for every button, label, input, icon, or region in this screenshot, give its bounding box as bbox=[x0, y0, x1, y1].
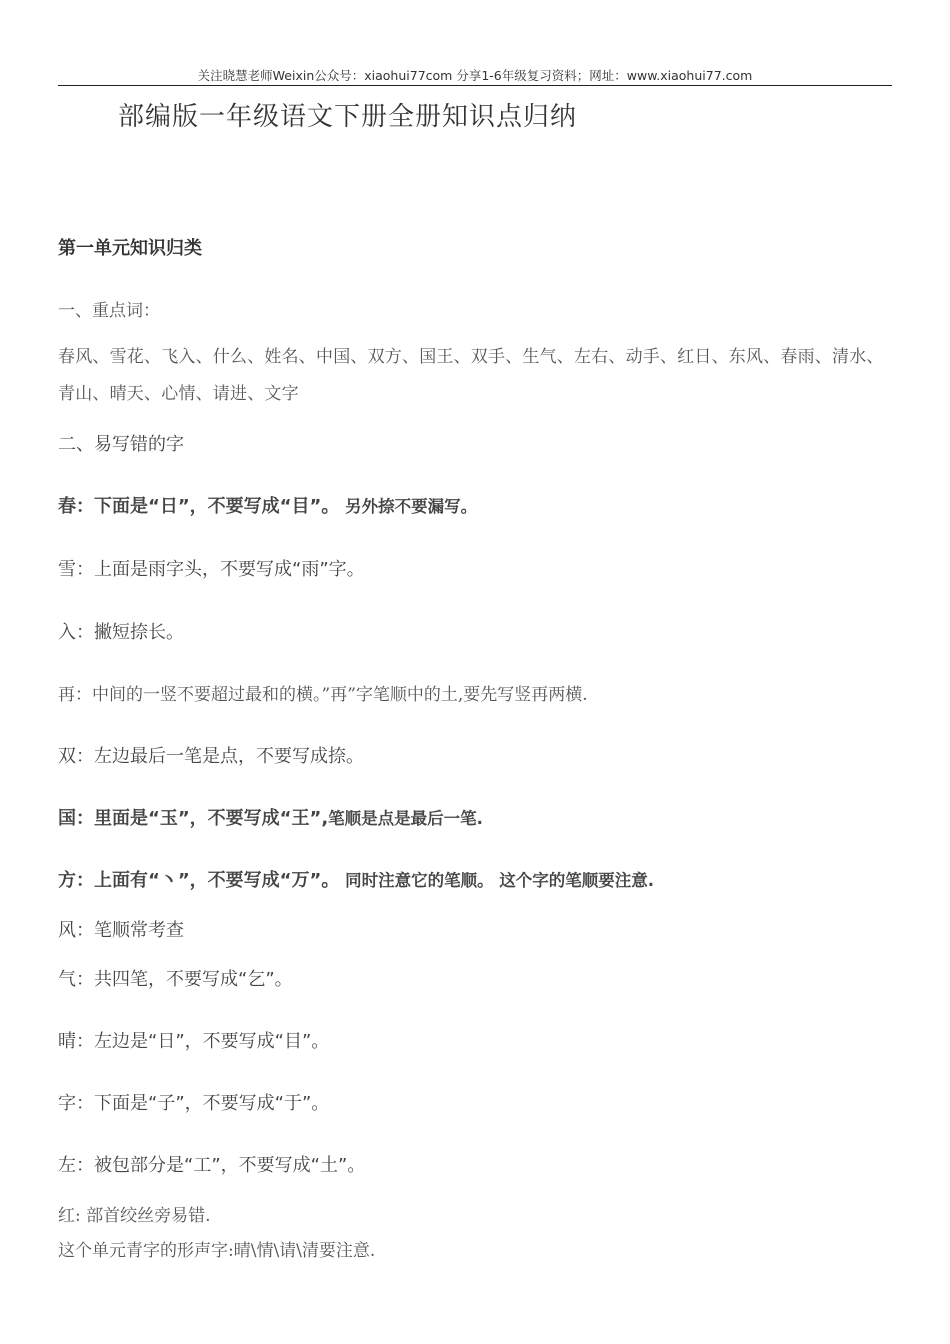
page-header: 关注晓慧老师Weixin公众号：xiaohui77com 分享1-6年级复习资料；网址：www.xiaohui77.com bbox=[197, 68, 753, 83]
item-fang-main: 方：上面有“丶”，不要写成“万”。 bbox=[58, 870, 340, 891]
unit-title: 第一单元知识归类 bbox=[58, 238, 202, 259]
item-chun bbox=[58, 492, 477, 518]
item-zai: 再：中间的一竖不要超过最和的横。”再”字笔顺中的土,要先写竖再两横. bbox=[58, 685, 588, 705]
item-chun-main: 春：下面是“日”，不要写成“目”。 bbox=[58, 496, 340, 517]
item-guo-main: 国：里面是“玉”，不要写成“王”, bbox=[58, 808, 329, 829]
item-fang-extra: 同时注意它的笔顺。 这个字的笔顺要注意. bbox=[345, 871, 655, 890]
item-guo-extra: 笔顺是点是最后一笔. bbox=[328, 809, 483, 828]
header-divider bbox=[58, 85, 892, 86]
section2-heading: 二、易写错的字 bbox=[58, 434, 184, 455]
item-feng: 风：笔顺常考查 bbox=[58, 920, 184, 941]
item-ru: 入：撇短捺长。 bbox=[58, 622, 184, 643]
item-zi: 字：下面是“子”，不要写成“于”。 bbox=[58, 1093, 330, 1114]
section1-heading: 一、重点词： bbox=[58, 301, 160, 321]
item-xue: 雪：上面是雨字头，不要写成“雨”字。 bbox=[58, 559, 365, 580]
item-xingsheng: 这个单元青字的形声字:晴\情\请\清要注意. bbox=[58, 1241, 376, 1261]
item-qi: 气：共四笔，不要写成“乞”。 bbox=[58, 969, 293, 990]
document-title: 部编版一年级语文下册全册知识点归纳 bbox=[118, 102, 578, 132]
item-shuang: 双：左边最后一笔是点，不要写成捺。 bbox=[58, 746, 364, 767]
item-zuo: 左：被包部分是“工”，不要写成“土”。 bbox=[58, 1155, 366, 1176]
section1-words: 春风、雪花、飞入、什么、姓名、中国、双方、国王、双手、生气、左右、动手、红日、东风、春雨、清水、青山、晴天、心情、请进、文字 bbox=[58, 347, 884, 404]
item-qing: 晴：左边是“日”，不要写成“目”。 bbox=[58, 1031, 330, 1052]
item-chun-extra: 另外捺不要漏写。 bbox=[345, 497, 478, 516]
item-hong: 红: 部首绞丝旁易错. bbox=[58, 1206, 211, 1226]
item-guo bbox=[58, 804, 483, 830]
item-fang bbox=[58, 866, 654, 892]
